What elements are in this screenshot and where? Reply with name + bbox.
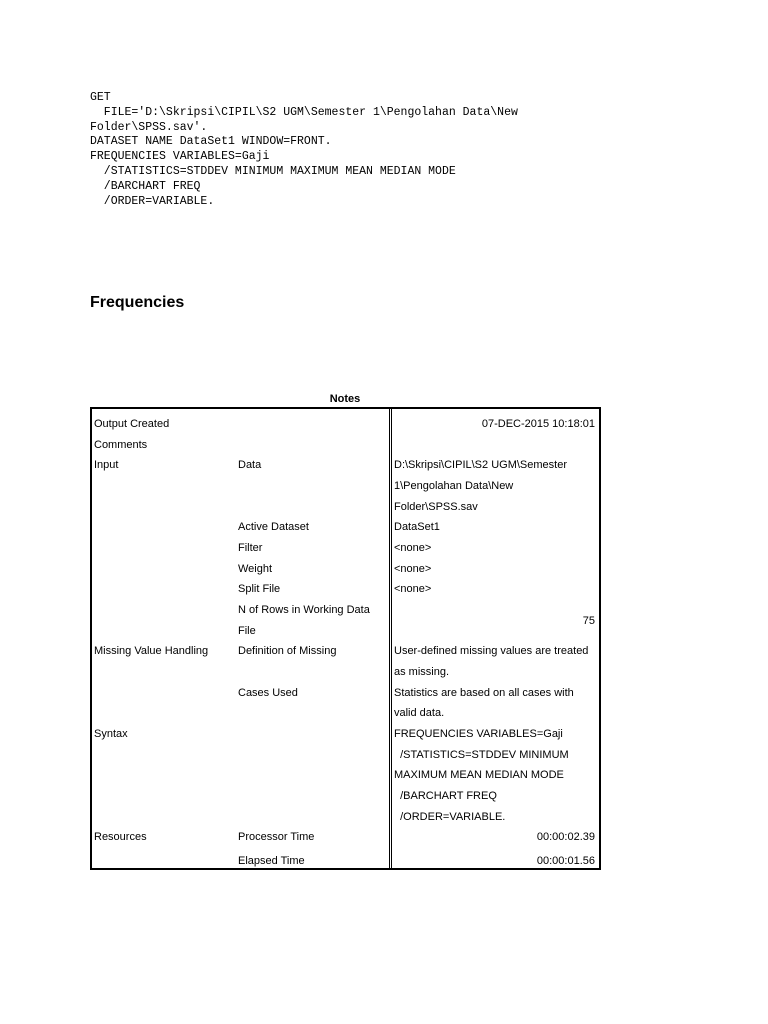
- value-data-path: Folder\SPSS.sav: [394, 501, 478, 513]
- value-definition-of-missing: as missing.: [394, 666, 450, 678]
- row-label-output-created: Output Created: [94, 418, 170, 430]
- syntax-line: FREQUENCIES VARIABLES=Gaji: [90, 150, 270, 164]
- value-syntax: MAXIMUM MEAN MEDIAN MODE: [394, 769, 564, 781]
- value-cases-used: valid data.: [394, 707, 445, 719]
- syntax-line: /STATISTICS=STDDEV MINIMUM MAXIMUM MEAN MEDIAN MODE: [90, 164, 456, 178]
- sub-label-filter: Filter: [238, 542, 263, 554]
- value-elapsed-time: 00:00:01.56: [536, 855, 595, 867]
- value-syntax: /STATISTICS=STDDEV MINIMUM: [394, 749, 569, 761]
- sub-label-cases-used: Cases Used: [238, 687, 298, 699]
- sub-label-data: Data: [238, 459, 262, 471]
- value-weight: <none>: [394, 563, 432, 575]
- syntax-log: [90, 91, 518, 209]
- value-syntax: FREQUENCIES VARIABLES=Gaji: [394, 728, 563, 740]
- value-syntax: /BARCHART FREQ: [394, 790, 497, 802]
- value-data-path: D:\Skripsi\CIPIL\S2 UGM\Semester: [394, 459, 567, 471]
- sub-label-n-rows: N of Rows in Working Data: [238, 604, 370, 616]
- value-processor-time: 00:00:02.39: [536, 831, 595, 843]
- sub-label-processor-time: Processor Time: [238, 831, 315, 843]
- row-label-missing-value-handling: Missing Value Handling: [94, 645, 209, 657]
- value-cases-used: Statistics are based on all cases with: [394, 687, 574, 699]
- sub-label-weight: Weight: [238, 563, 273, 575]
- value-filter: <none>: [394, 542, 432, 554]
- syntax-line: /BARCHART FREQ: [90, 179, 201, 193]
- syntax-line: /ORDER=VARIABLE.: [90, 194, 215, 208]
- syntax-line: DATASET NAME DataSet1 WINDOW=FRONT.: [90, 135, 332, 149]
- value-syntax: /ORDER=VARIABLE.: [394, 811, 506, 823]
- value-data-path: 1\Pengolahan Data\New: [394, 480, 514, 492]
- row-label-comments: Comments: [94, 439, 148, 451]
- value-n-rows: 75: [582, 615, 595, 627]
- value-output-created: 07-DEC-2015 10:18:01: [481, 418, 595, 430]
- sub-label-active-dataset: Active Dataset: [238, 521, 309, 533]
- value-split-file: <none>: [394, 583, 432, 595]
- sub-label-split-file: Split File: [238, 583, 281, 595]
- notes-table: [90, 407, 601, 870]
- row-label-input: Input: [94, 459, 119, 471]
- sub-label-n-rows: File: [238, 625, 256, 637]
- section-heading: Frequencies: [90, 294, 185, 311]
- value-definition-of-missing: User-defined missing values are treated: [394, 645, 589, 657]
- row-label-syntax: Syntax: [94, 728, 128, 740]
- table-title: Notes: [329, 393, 361, 405]
- sub-label-definition-of-missing: Definition of Missing: [238, 645, 337, 657]
- column-divider: [389, 409, 392, 868]
- syntax-line: GET: [90, 91, 111, 104]
- value-active-dataset: DataSet1: [394, 521, 440, 533]
- sub-label-elapsed-time: Elapsed Time: [238, 855, 305, 867]
- row-label-resources: Resources: [94, 831, 147, 843]
- syntax-line: Folder\SPSS.sav'.: [90, 120, 208, 134]
- syntax-line: FILE='D:\Skripsi\CIPIL\S2 UGM\Semester 1\Pengolahan Data\New: [90, 105, 518, 119]
